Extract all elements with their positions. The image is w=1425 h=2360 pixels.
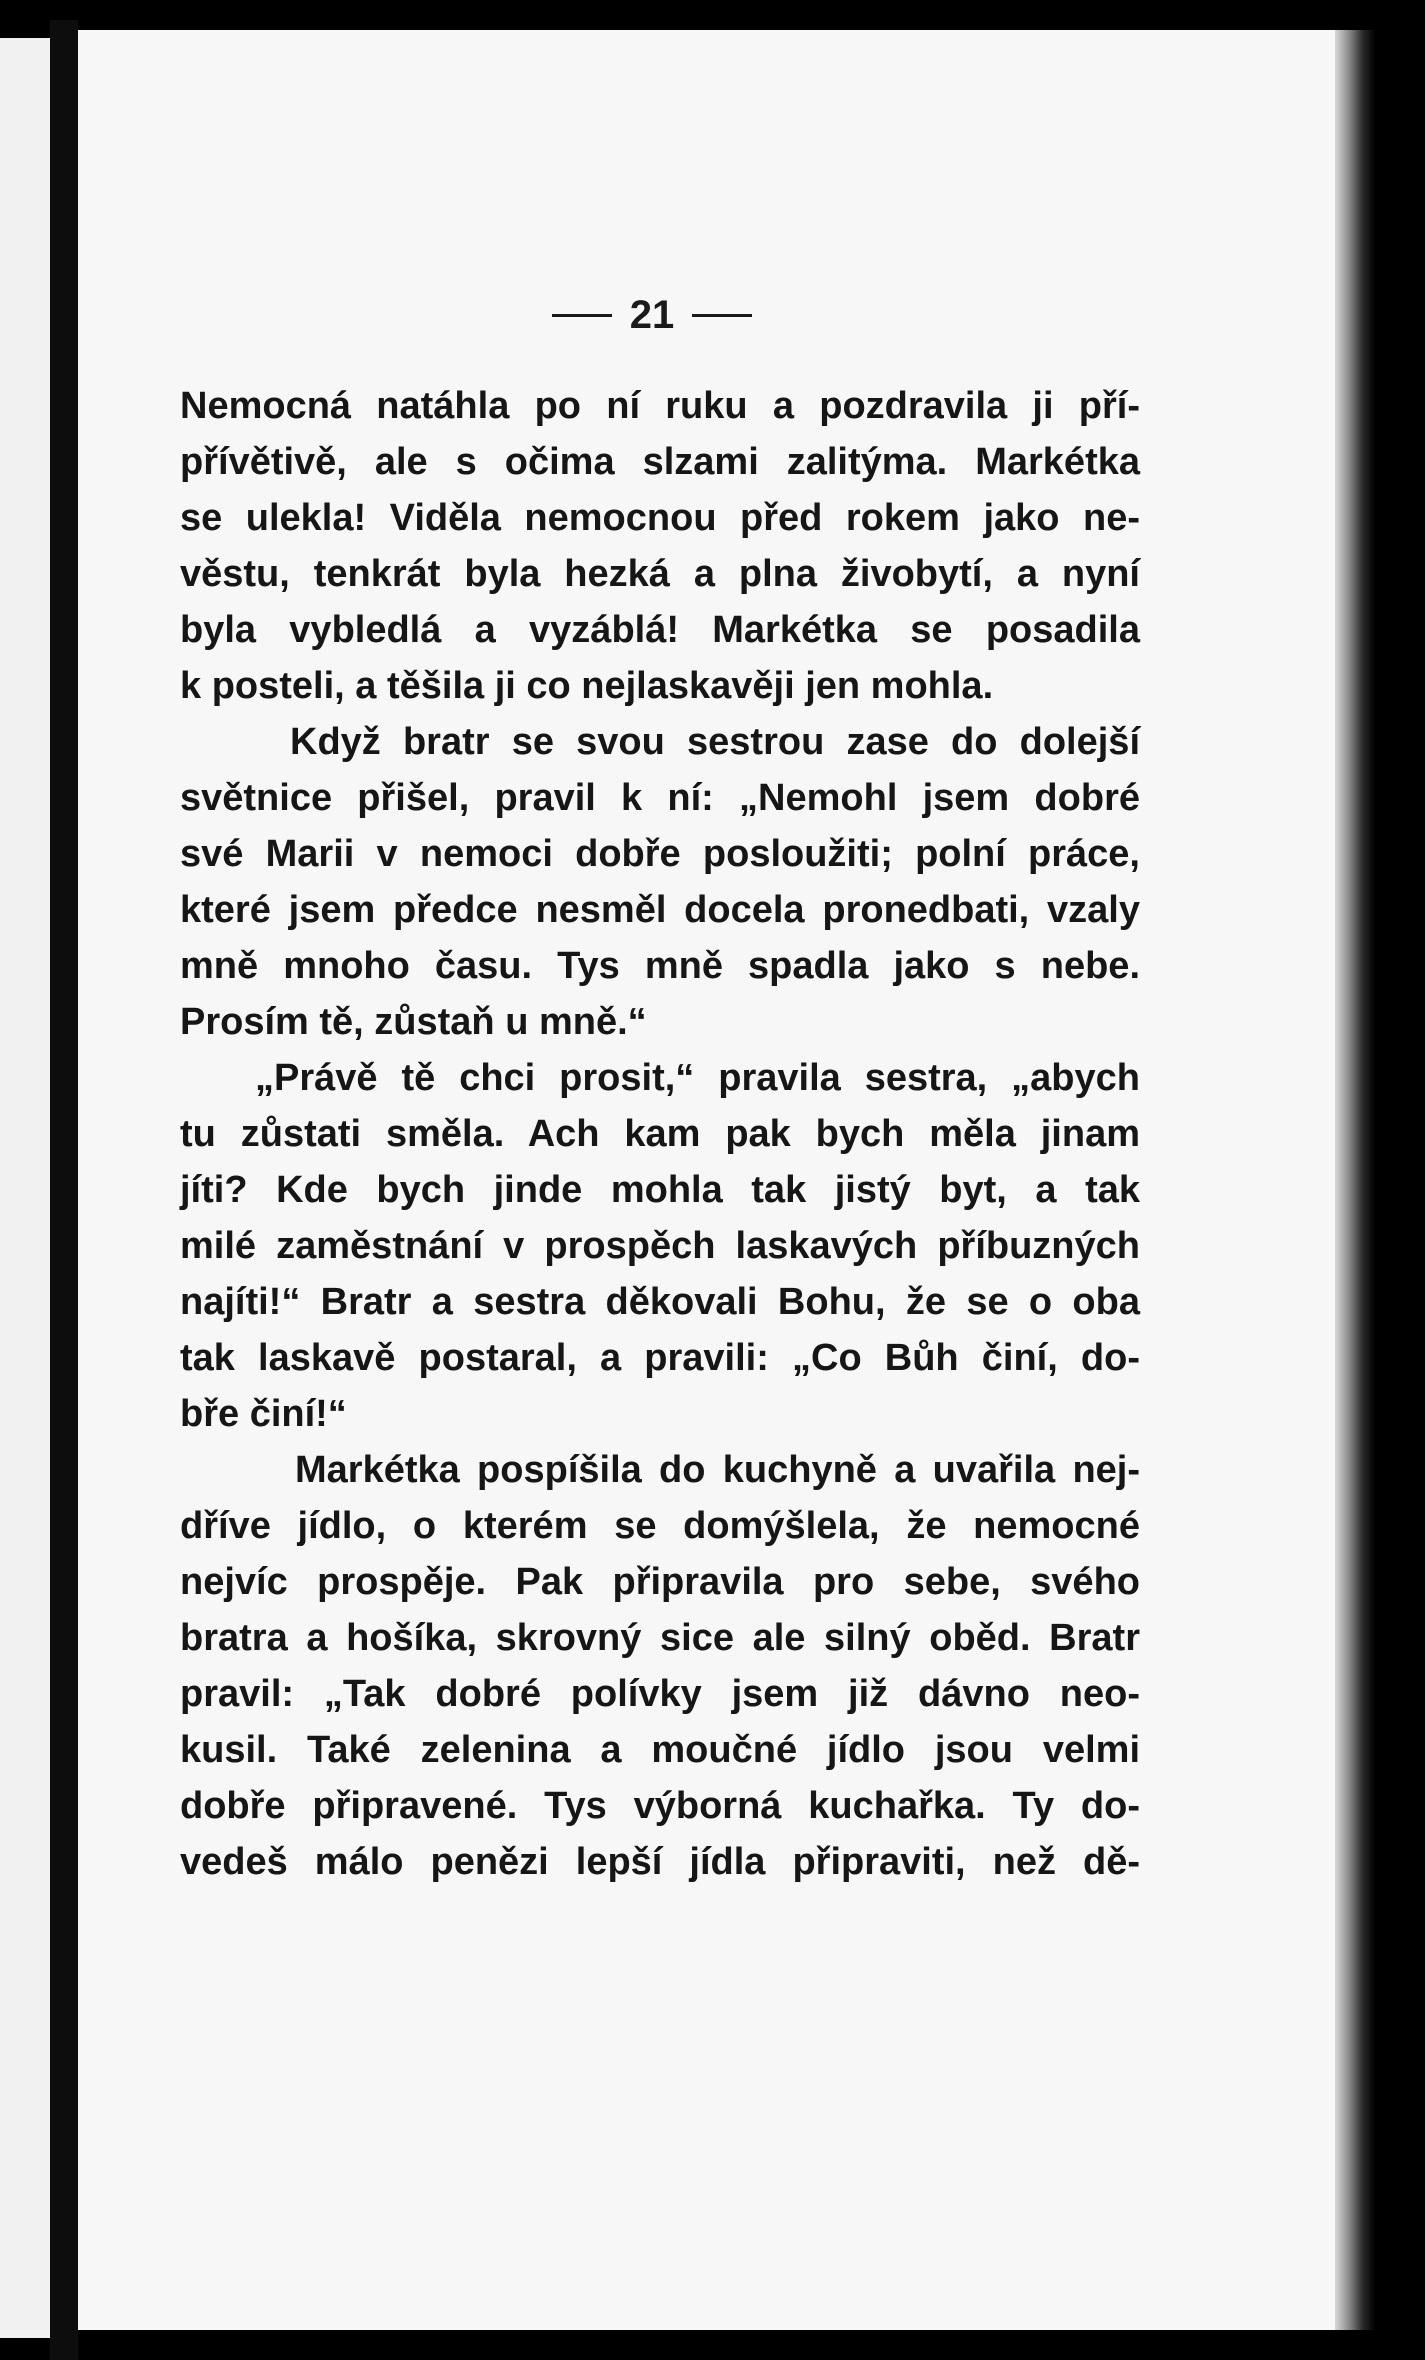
text-line: dobře připravené. Tys výborná kuchařka. Ty do- [180,1785,1140,1827]
text-line: „Právě tě chci prosit,“ pravila sestra, „abych [255,1057,1140,1099]
text-line: věstu, tenkrát byla hezká a plna živobytí, a nyní [180,553,1140,595]
text-line: mně mnoho času. Tys mně spadla jako s nebe. [180,945,1140,987]
body-text [180,378,1140,1890]
text-line: Nemocná natáhla po ní ruku a pozdravila ji pří- [180,385,1140,427]
page-header [522,285,782,345]
text-line: své Marii v nemoci dobře posloužiti; polní práce, [180,833,1140,875]
text-line: světnice přišel, pravil k ní: „Nemohl jsem dobré [180,777,1140,819]
text-line: pravil: „Tak dobré polívky jsem již dávno neo- [180,1673,1140,1715]
text-line: nejvíc prospěje. Pak připravila pro sebe, svého [180,1561,1140,1603]
text-line: vedeš málo penězi lepší jídla připraviti, než dě- [180,1841,1140,1883]
text-line: bratra a hošíka, skrovný sice ale silný oběd. Bratr [180,1617,1140,1659]
text-line: Markétka pospíšila do kuchyně a uvařila nej- [295,1449,1140,1491]
header-rule-left [552,314,612,317]
text-line: tu zůstati směla. Ach kam pak bych měla jinam [180,1113,1140,1155]
text-line: Když bratr se svou sestrou zase do dolejší [290,721,1140,763]
text-line: byla vybledlá a vyzáblá! Markétka se posadila [180,609,1140,651]
text-line: najíti!“ Bratr a sestra děkovali Bohu, že se o oba [180,1281,1140,1323]
text-line: přívětivě, ale s očima slzami zalitýma. Markétka [180,441,1140,483]
text-line: tak laskavě postaral, a pravili: „Co Bůh činí, do- [180,1337,1140,1379]
text-line: dříve jídlo, o kterém se domýšlela, že nemocné [180,1505,1140,1547]
header-rule-right [692,314,752,317]
page-number: 21 [629,292,675,337]
text-line: se ulekla! Viděla nemocnou před rokem jako ne- [180,497,1140,539]
text-line: jíti? Kde bych jinde mohla tak jistý byt, a tak [180,1169,1140,1211]
text-line: které jsem předce nesměl docela pronedbati, vzaly [180,889,1140,931]
text-line: kusil. Také zelenina a moučné jídlo jsou velmi [180,1729,1140,1771]
book-gutter [50,20,78,2360]
page-edge-shadow [1335,30,1375,2330]
text-line: k posteli, a těšila ji co nejlaskavěji jen mohla. [180,665,994,707]
text-line: Prosím tě, zůstaň u mně.“ [180,1001,647,1043]
facing-page-edge [0,38,50,2338]
text-line: bře činí!“ [180,1393,347,1435]
text-line: milé zaměstnání v prospěch laskavých příbuzných [180,1225,1140,1267]
